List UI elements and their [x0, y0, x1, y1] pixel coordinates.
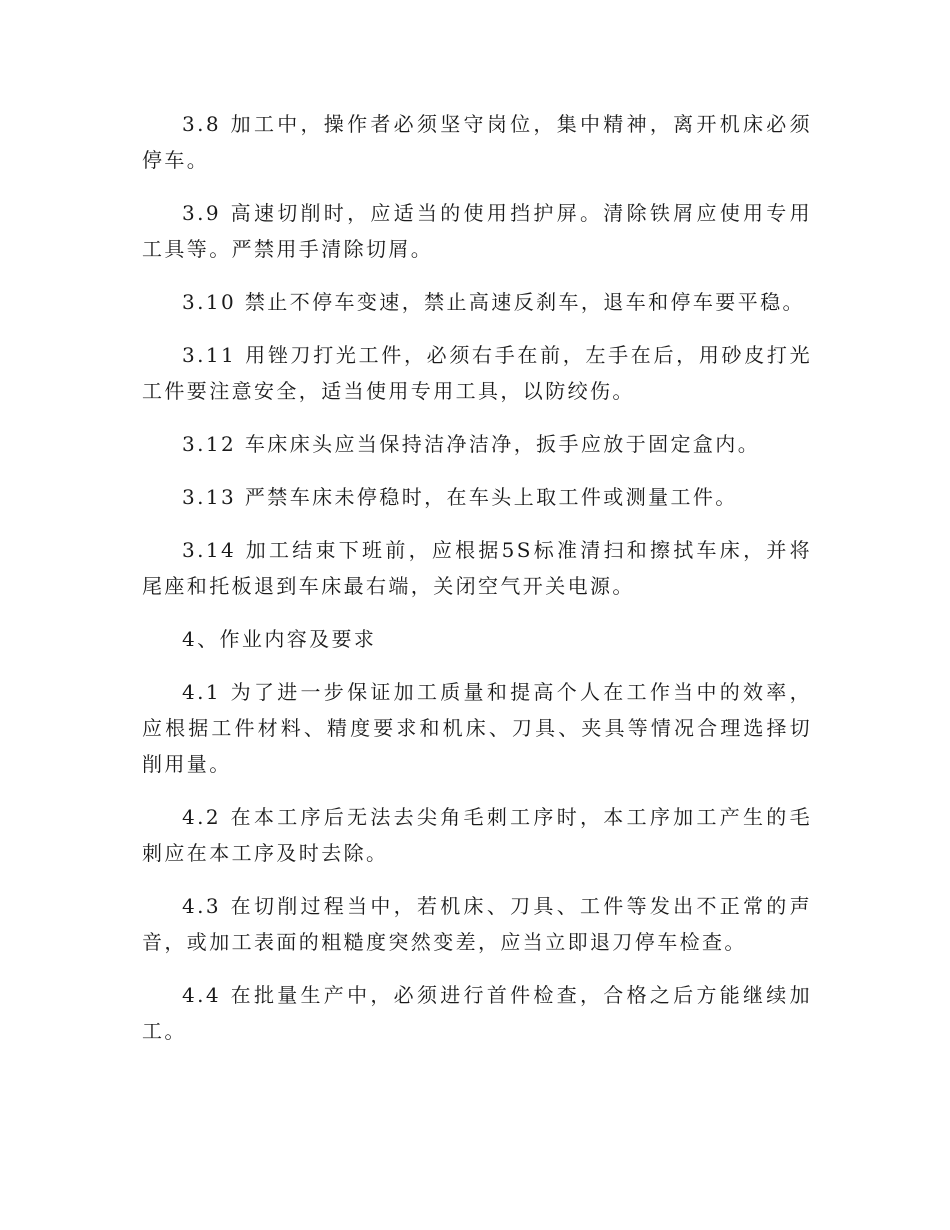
- paragraph-4-1: 4.1 为了进一步保证加工质量和提高个人在工作当中的效率，应根据工件材料、精度要求和机床、刀具、夹具等情况合理选择切削用量。: [142, 680, 812, 776]
- section-heading-4: 4、作业内容及要求: [182, 627, 377, 651]
- paragraph-3-12: 3.12 车床床头应当保持洁净洁净，扳手应放于固定盒内。: [182, 432, 761, 456]
- paragraph-3-11: 3.11 用锉刀打光工件，必须右手在前，左手在后，用砂皮打光工件要注意安全，适当使用专用工具，以防绞伤。: [142, 343, 812, 403]
- paragraph-4-2: 4.2 在本工序后无法去尖角毛刺工序时，本工序加工产生的毛刺应在本工序及时去除。: [142, 805, 812, 865]
- paragraph-3-10: 3.10 禁止不停车变速，禁止高速反刹车，退车和停车要平稳。: [182, 290, 805, 314]
- document-body: [142, 106, 812, 1066]
- paragraph-4-4: 4.4 在批量生产中，必须进行首件检查，合格之后方能继续加工。: [142, 983, 812, 1043]
- paragraph-3-14: 3.14 加工结束下班前，应根据5S标准清扫和擦拭车床，并将尾座和托板退到车床最右端，关闭空气开关电源。: [142, 538, 812, 598]
- paragraph-3-8: 3.8 加工中，操作者必须坚守岗位，集中精神，离开机床必须停车。: [142, 112, 812, 172]
- paragraph-4-3: 4.3 在切削过程当中，若机床、刀具、工件等发出不正常的声音，或加工表面的粗糙度突然变差，应当立即退刀停车检查。: [142, 894, 812, 954]
- paragraph-3-13: 3.13 严禁车床未停稳时，在车头上取工件或测量工件。: [182, 485, 738, 509]
- paragraph-3-9: 3.9 高速切削时，应适当的使用挡护屏。清除铁屑应使用专用工具等。严禁用手清除切屑。: [142, 201, 812, 261]
